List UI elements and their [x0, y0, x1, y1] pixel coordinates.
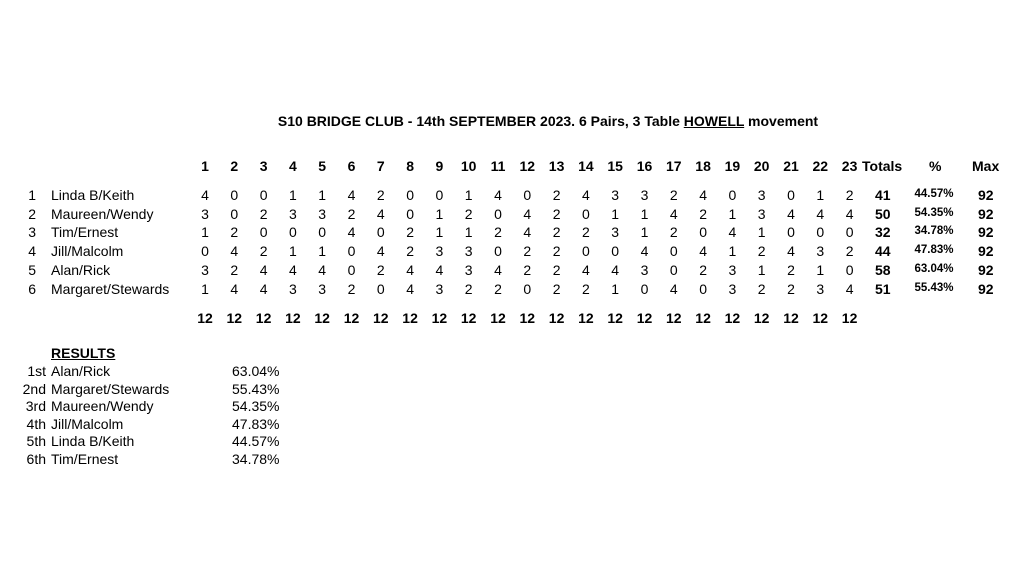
score-cell: 4: [288, 261, 297, 278]
pair-total: 44: [875, 243, 891, 260]
result-name: Jill/Malcolm: [51, 415, 124, 432]
score-cell: 2: [494, 224, 502, 241]
board-header: 12: [519, 158, 536, 174]
score-cell: 0: [288, 224, 297, 241]
pair-total: 51: [875, 280, 891, 297]
board-total: 12: [197, 310, 213, 326]
score-cell: 2: [699, 205, 707, 222]
title-prefix: S10 BRIDGE CLUB - 14th SEPTEMBER 2023. 6 Pairs, 3 Table: [277, 113, 684, 129]
board-header: 6: [347, 158, 356, 174]
score-cell: 3: [816, 243, 825, 260]
pair-number: 5: [28, 261, 36, 278]
score-cell: 1: [288, 243, 297, 260]
board-total: 12: [695, 310, 711, 326]
pair-name: Maureen/Wendy: [51, 205, 154, 222]
score-cell: 4: [845, 280, 854, 297]
score-cell: 3: [464, 243, 473, 260]
score-cell: 4: [494, 261, 502, 278]
score-cell: 0: [259, 187, 268, 203]
score-cell: 3: [611, 224, 620, 241]
score-cell: 0: [406, 187, 414, 203]
board-header: 20: [753, 158, 770, 174]
pair-pct: 47.83%: [914, 244, 954, 257]
score-cell: 2: [406, 243, 414, 260]
score-cell: 4: [581, 261, 590, 278]
pair-pct: 54.35%: [914, 206, 954, 219]
score-cell: 4: [318, 261, 327, 278]
pair-max: 92: [978, 205, 994, 222]
board-header: 2: [230, 158, 239, 174]
board-header: 15: [607, 158, 623, 174]
board-total: 12: [519, 310, 536, 326]
result-name: Maureen/Wendy: [51, 398, 154, 415]
board-total: 12: [226, 310, 243, 326]
board-total: 12: [636, 310, 653, 326]
board-header: 1: [201, 158, 209, 174]
score-cell: 2: [552, 243, 561, 260]
score-cell: 0: [318, 224, 327, 241]
score-cell: 2: [347, 205, 356, 222]
score-cell: 4: [376, 205, 385, 222]
score-cell: 3: [640, 187, 649, 203]
board-total: 12: [548, 310, 565, 326]
score-cell: 3: [318, 205, 327, 222]
score-cell: 4: [494, 187, 502, 203]
result-pct: 55.43%: [232, 380, 280, 397]
score-cell: 0: [347, 243, 356, 260]
board-header: 11: [490, 158, 506, 174]
score-cell: 2: [699, 261, 707, 278]
result-pct: 63.04%: [232, 363, 280, 379]
board-total: 12: [783, 310, 799, 326]
score-cell: 0: [787, 224, 795, 241]
score-cell: 4: [728, 224, 737, 241]
score-cell: 2: [552, 187, 561, 203]
score-cell: 3: [288, 205, 297, 222]
results-label: RESULTS: [51, 345, 116, 361]
score-cell: 0: [230, 205, 239, 222]
score-cell: 4: [523, 224, 532, 241]
score-cell: 2: [552, 280, 561, 297]
score-cell: 3: [757, 205, 766, 222]
score-cell: 1: [201, 224, 209, 241]
pair-name: Tim/Ernest: [51, 224, 119, 241]
score-cell: 0: [640, 280, 649, 297]
score-cell: 2: [845, 243, 854, 260]
board-header: 4: [288, 158, 297, 174]
score-cell: 1: [757, 224, 766, 241]
score-cell: 4: [669, 205, 678, 222]
score-cell: 2: [552, 261, 561, 278]
pair-pct: 55.43%: [914, 281, 954, 294]
board-header: 3: [259, 158, 268, 174]
score-cell: 2: [523, 261, 532, 278]
score-cell: 0: [845, 261, 854, 278]
result-pct: 44.57%: [232, 433, 280, 450]
board-total: 12: [343, 310, 360, 326]
board-total: 12: [431, 310, 448, 326]
pair-max: 92: [978, 187, 994, 203]
score-cell: 4: [259, 261, 268, 278]
score-cell: 4: [347, 187, 356, 203]
pair-total: 41: [875, 187, 891, 203]
score-cell: 0: [201, 243, 209, 260]
board-header: 7: [376, 158, 385, 174]
score-cell: 2: [552, 205, 561, 222]
board-total: 12: [314, 310, 330, 326]
board-header: 5: [318, 158, 327, 174]
result-pct: 54.35%: [232, 398, 280, 415]
board-header: 10: [460, 158, 477, 174]
pair-number: 4: [28, 243, 36, 260]
board-header: 21: [783, 158, 799, 174]
score-cell: 0: [376, 280, 385, 297]
pair-pct: 63.04%: [914, 262, 954, 275]
score-cell: 4: [787, 205, 795, 222]
board-total: 12: [285, 310, 301, 326]
board-total: 12: [841, 310, 858, 326]
page-title: [0, 113, 1024, 129]
score-cell: 2: [757, 280, 766, 297]
board-header: 23: [841, 158, 858, 174]
score-cell: 4: [640, 243, 649, 260]
score-cell: 0: [581, 243, 590, 260]
score-cell: 1: [640, 224, 649, 241]
result-pct: 34.78%: [232, 451, 280, 467]
score-cell: 2: [230, 224, 239, 241]
pair-max: 92: [978, 280, 994, 297]
score-cell: 3: [288, 280, 297, 297]
score-cell: 0: [259, 224, 268, 241]
score-cell: 2: [581, 280, 590, 297]
score-cell: 2: [259, 243, 268, 260]
score-cell: 4: [787, 243, 795, 260]
score-cell: 2: [494, 280, 502, 297]
score-cell: 2: [787, 261, 795, 278]
title-suffix: movement: [744, 113, 819, 129]
pct-header: %: [929, 158, 942, 174]
score-cell: 0: [347, 261, 356, 278]
result-name: Margaret/Stewards: [51, 380, 170, 397]
board-total: 12: [490, 310, 506, 326]
score-cell: 0: [611, 243, 620, 260]
score-cell: 3: [816, 280, 825, 297]
score-cell: 2: [523, 243, 532, 260]
board-total: 12: [578, 310, 594, 326]
score-cell: 2: [376, 187, 385, 203]
score-cell: 1: [288, 187, 297, 203]
board-total: 12: [460, 310, 477, 326]
score-cell: 4: [669, 280, 678, 297]
score-cell: 3: [201, 261, 209, 278]
score-cell: 1: [728, 205, 737, 222]
score-cell: 2: [757, 243, 766, 260]
score-cell: 3: [435, 243, 444, 260]
score-cell: 0: [406, 205, 414, 222]
score-cell: 0: [523, 187, 532, 203]
score-cell: 4: [581, 187, 590, 203]
score-cell: 0: [845, 224, 854, 241]
score-cell: 0: [816, 224, 825, 241]
pair-total: 50: [875, 205, 891, 222]
board-header: 17: [666, 158, 682, 174]
score-cell: 0: [376, 224, 385, 241]
result-place: 2nd: [22, 380, 46, 397]
board-total: 12: [402, 310, 418, 326]
score-cell: 2: [406, 224, 414, 241]
pair-number: 1: [28, 187, 36, 203]
score-cell: 1: [728, 243, 737, 260]
score-cell: 3: [201, 205, 209, 222]
pair-max: 92: [978, 243, 994, 260]
score-cell: 0: [230, 187, 239, 203]
score-cell: 4: [699, 243, 707, 260]
pair-pct: 44.57%: [914, 188, 954, 200]
result-pct: 47.83%: [232, 415, 280, 432]
score-cell: 2: [464, 205, 473, 222]
title-howell: HOWELL: [683, 113, 745, 129]
score-cell: 1: [464, 224, 473, 241]
score-cell: 3: [318, 280, 327, 297]
score-cell: 4: [699, 187, 707, 203]
board-header: 14: [578, 158, 594, 174]
board-total: 12: [753, 310, 770, 326]
score-cell: 4: [611, 261, 620, 278]
score-cell: 4: [816, 205, 825, 222]
board-header: 19: [724, 158, 741, 174]
pair-max: 92: [978, 224, 994, 241]
pair-name: Alan/Rick: [51, 261, 111, 278]
score-cell: 1: [318, 187, 327, 203]
board-header: 13: [548, 158, 565, 174]
board-total: 12: [607, 310, 623, 326]
board-total: 12: [255, 310, 272, 326]
board-total: 12: [373, 310, 389, 326]
score-cell: 4: [845, 205, 854, 222]
pair-name: Linda B/Keith: [51, 187, 135, 203]
score-cell: 3: [435, 280, 444, 297]
result-name: Alan/Rick: [51, 363, 111, 379]
score-cell: 0: [494, 205, 502, 222]
score-cell: 1: [757, 261, 766, 278]
score-cell: 0: [669, 243, 678, 260]
result-place: 6th: [26, 451, 46, 467]
score-cell: 4: [406, 280, 414, 297]
score-cell: 2: [376, 261, 385, 278]
score-cell: 0: [494, 243, 502, 260]
score-cell: 0: [435, 187, 444, 203]
score-cell: 3: [728, 261, 737, 278]
board-header: 9: [435, 158, 444, 174]
score-cell: 2: [259, 205, 268, 222]
score-cell: 1: [816, 187, 825, 203]
board-header: 18: [695, 158, 711, 174]
score-cell: 0: [728, 187, 737, 203]
score-cell: 1: [201, 280, 209, 297]
score-cell: 3: [464, 261, 473, 278]
score-cell: 1: [435, 205, 444, 222]
score-cell: 3: [728, 280, 737, 297]
score-cell: 4: [230, 243, 239, 260]
max-header: Max: [972, 158, 1000, 174]
score-cell: 2: [669, 187, 678, 203]
pair-total: 32: [875, 224, 891, 241]
pair-total: 58: [875, 261, 891, 278]
score-cell: 2: [230, 261, 239, 278]
score-cell: 0: [581, 205, 590, 222]
result-place: 5th: [26, 433, 46, 450]
score-cell: 1: [816, 261, 825, 278]
pair-max: 92: [978, 261, 994, 278]
score-cell: 4: [259, 280, 268, 297]
pair-number: 2: [28, 205, 36, 222]
score-cell: 1: [435, 224, 444, 241]
totals-header: Totals: [862, 158, 903, 174]
board-total: 12: [666, 310, 682, 326]
result-place: 1st: [27, 363, 46, 379]
score-cell: 2: [464, 280, 473, 297]
score-cell: 1: [318, 243, 327, 260]
score-cell: 4: [435, 261, 444, 278]
score-cell: 4: [201, 187, 209, 203]
score-cell: 0: [699, 224, 707, 241]
score-cell: 0: [699, 280, 707, 297]
pair-pct: 34.78%: [914, 225, 954, 238]
score-cell: 3: [611, 187, 620, 203]
score-cell: 2: [347, 280, 356, 297]
score-cell: 2: [845, 187, 854, 203]
pair-number: 6: [28, 280, 36, 297]
score-cell: 4: [406, 261, 414, 278]
board-header: 22: [812, 158, 829, 174]
score-cell: 2: [552, 224, 561, 241]
board-header: 16: [636, 158, 653, 174]
score-cell: 1: [611, 280, 620, 297]
score-cell: 0: [669, 261, 678, 278]
score-cell: 0: [523, 280, 532, 297]
result-place: 3rd: [25, 398, 46, 415]
score-cell: 0: [787, 187, 795, 203]
pair-name: Margaret/Stewards: [51, 280, 170, 297]
pair-number: 3: [28, 224, 36, 241]
score-cell: 4: [376, 243, 385, 260]
board-total: 12: [724, 310, 741, 326]
score-cell: 1: [464, 187, 473, 203]
score-cell: 3: [757, 187, 766, 203]
board-header: 8: [406, 158, 414, 174]
score-cell: 4: [230, 280, 239, 297]
score-cell: 4: [347, 224, 356, 241]
score-cell: 2: [787, 280, 795, 297]
result-name: Linda B/Keith: [51, 433, 135, 450]
pair-name: Jill/Malcolm: [51, 243, 124, 260]
score-cell: 2: [581, 224, 590, 241]
result-place: 4th: [26, 415, 46, 432]
result-name: Tim/Ernest: [51, 451, 119, 467]
score-cell: 3: [640, 261, 649, 278]
board-total: 12: [812, 310, 829, 326]
score-cell: 1: [640, 205, 649, 222]
score-cell: 2: [669, 224, 678, 241]
score-cell: 1: [611, 205, 620, 222]
score-cell: 4: [523, 205, 532, 222]
